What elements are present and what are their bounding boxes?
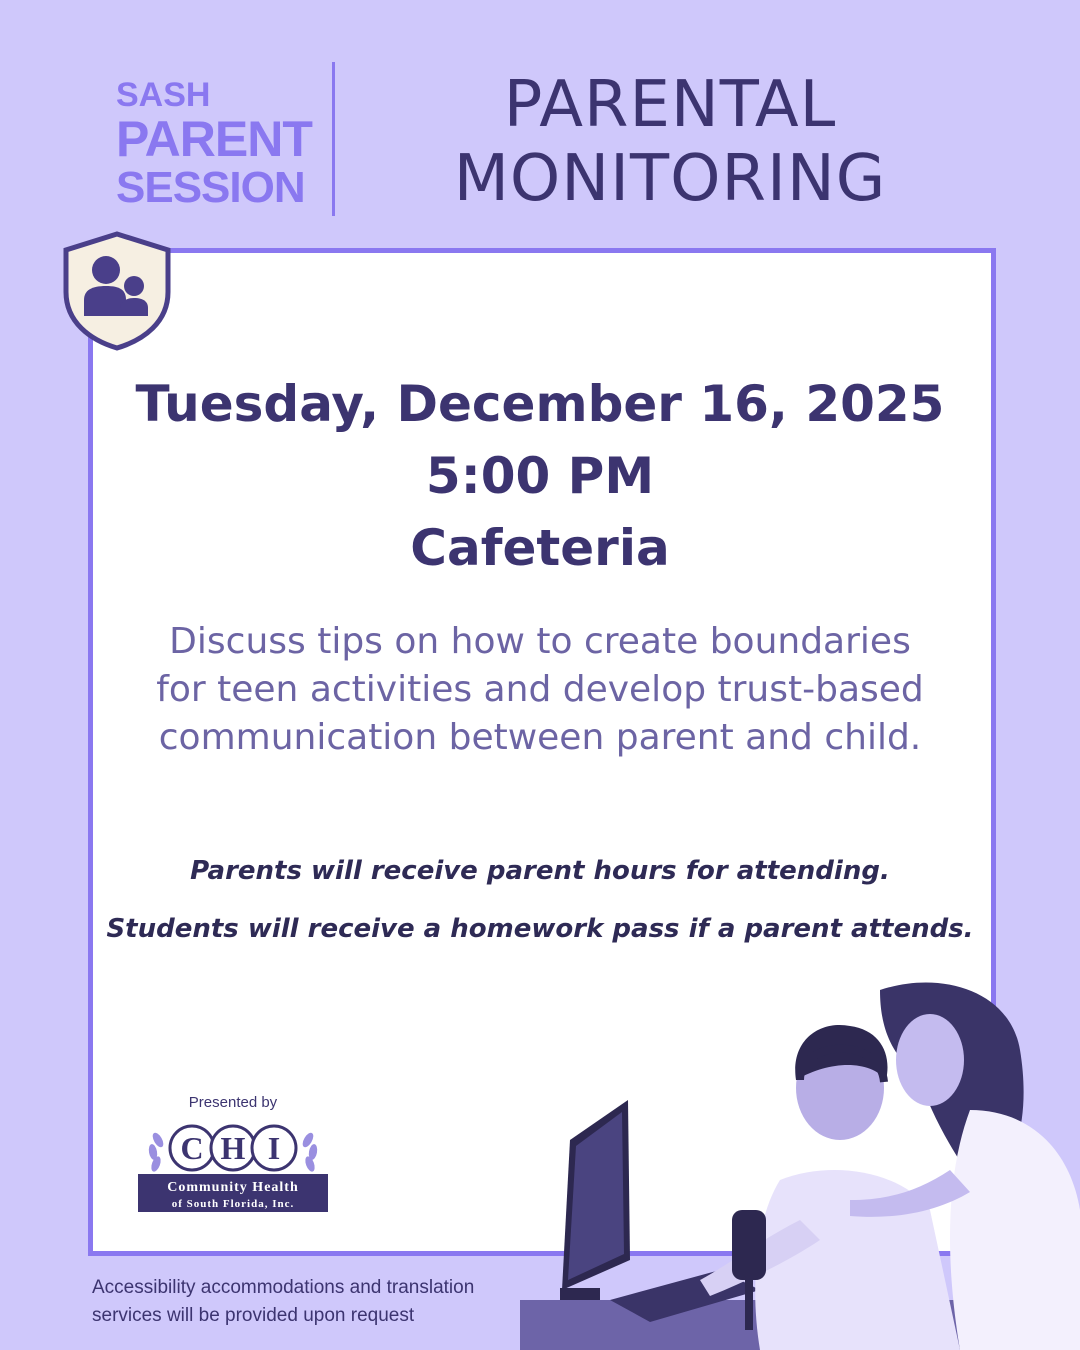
homework-pass-note: Students will receive a homework pass if a parent attends. bbox=[106, 914, 974, 944]
logo-line-session: SESSION bbox=[116, 163, 305, 212]
parent-teen-computer-photo bbox=[500, 970, 1080, 1350]
event-date: Tuesday, December 16, 2025 bbox=[135, 375, 945, 433]
title-line-2: MONITORING bbox=[453, 142, 887, 216]
logo-line-sash: SASH bbox=[116, 76, 211, 114]
parent-hours-note: Parents will receive parent hours for attending. bbox=[190, 856, 890, 886]
description-line-2: for teen activities and develop trust-based bbox=[156, 669, 924, 710]
sash-parent-session-logo bbox=[116, 76, 312, 212]
chi-initial-c: C bbox=[180, 1130, 204, 1166]
event-details bbox=[90, 368, 990, 584]
description-line-3: communication between parent and child. bbox=[158, 717, 922, 758]
chi-name-line-1: Community Health bbox=[167, 1180, 299, 1195]
shield-family-icon bbox=[60, 230, 174, 352]
accessibility-footer bbox=[92, 1274, 552, 1330]
page-title bbox=[360, 68, 980, 216]
presented-by-label: Presented by bbox=[188, 1094, 278, 1111]
title-line-1: PARENTAL bbox=[503, 68, 837, 142]
event-description bbox=[110, 618, 970, 762]
description-line-1: Discuss tips on how to create boundaries bbox=[169, 621, 911, 662]
header-divider bbox=[332, 62, 335, 216]
chi-name-line-2: of South Florida, Inc. bbox=[171, 1198, 295, 1210]
chi-logo bbox=[136, 1118, 330, 1214]
event-time: 5:00 PM bbox=[425, 447, 655, 505]
footer-line-2: services will be provided upon request bbox=[92, 1305, 415, 1326]
chi-initial-h: H bbox=[220, 1130, 246, 1166]
chi-initial-i: I bbox=[267, 1130, 281, 1166]
footer-line-1: Accessibility accommodations and translation bbox=[92, 1277, 475, 1298]
logo-line-parent: PARENT bbox=[116, 111, 312, 167]
event-location: Cafeteria bbox=[410, 519, 670, 577]
